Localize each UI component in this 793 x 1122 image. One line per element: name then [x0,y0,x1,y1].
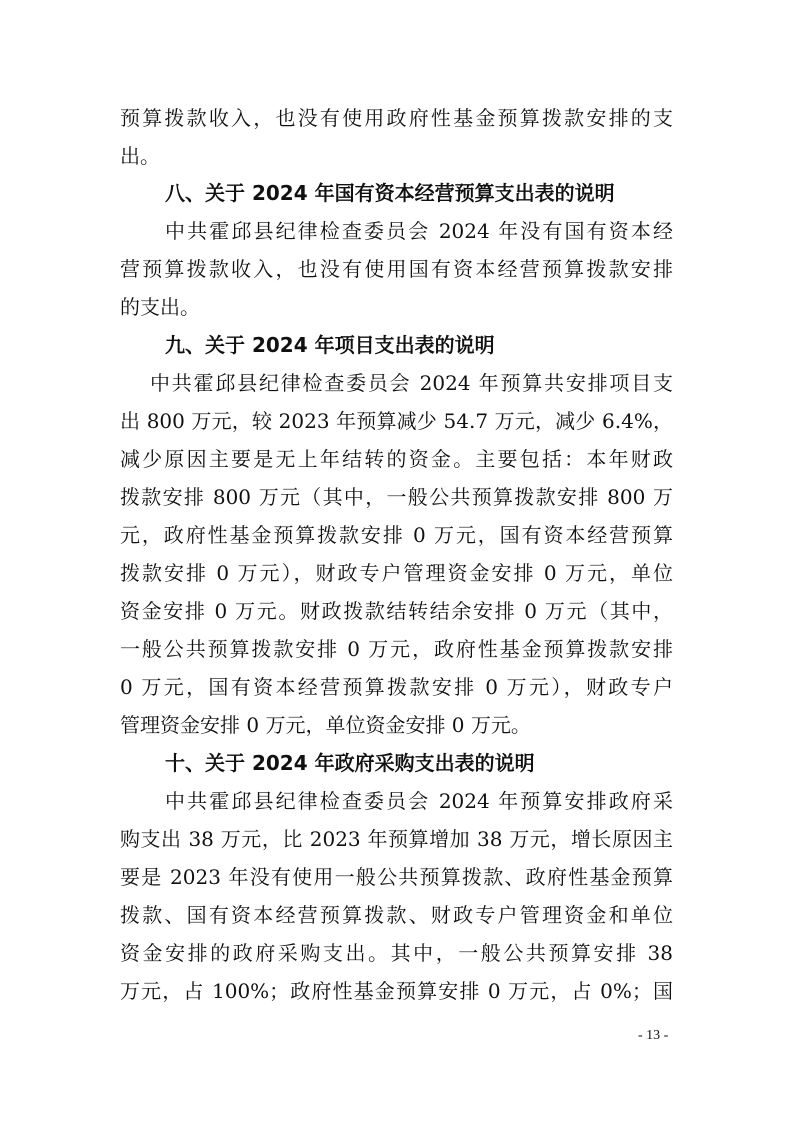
section-heading-8: 八、关于 2024 年国有资本经营预算支出表的说明 [165,181,615,205]
section-heading-10: 十、关于 2024 年政府采购支出表的说明 [165,751,535,775]
body-text-line: 中共霍邱县纪律检查委员会 2024 年预算共安排项目支 [150,371,673,395]
body-text-line: 减少原因主要是无上年结转的资金。主要包括：本年财政 [120,447,673,471]
body-text-line: 出 800 万元，较 2023 年预算减少 54.7 万元，减少 6.4%， [120,409,673,433]
body-text-line: 购支出 38 万元，比 2023 年预算增加 38 万元，增长原因主 [120,827,673,851]
body-text-line: 的支出。 [120,295,200,319]
body-text-line: 万元，占 100%；政府性基金预算安排 0 万元，占 0%；国 [120,979,673,1003]
body-text-line: 元，政府性基金预算拨款安排 0 万元，国有资本经营预算 [120,523,673,547]
body-text-line: 中共霍邱县纪律检查委员会 2024 年预算安排政府采 [165,789,673,813]
body-text-line: 拨款安排 0 万元），财政专户管理资金安排 0 万元，单位 [120,561,673,585]
body-text-line: 中共霍邱县纪律检查委员会 2024 年没有国有资本经 [165,219,673,243]
body-text-line: 出。 [120,144,160,168]
body-text-line: 资金安排的政府采购支出。其中，一般公共预算安排 38 [120,941,673,965]
body-text-line: 营预算拨款收入，也没有使用国有资本经营预算拨款安排 [120,257,673,281]
body-text-line: 拨款安排 800 万元（其中，一般公共预算拨款安排 800 万 [120,485,673,509]
body-text-line: 拨款、国有资本经营预算拨款、财政专户管理资金和单位 [120,903,673,927]
section-heading-9: 九、关于 2024 年项目支出表的说明 [165,333,495,357]
body-text-line: 预算拨款收入，也没有使用政府性基金预算拨款安排的支 [120,106,673,130]
body-text-line: 管理资金安排 0 万元，单位资金安排 0 万元。 [120,713,531,737]
body-text-line: 0 万元，国有资本经营预算拨款安排 0 万元），财政专户 [120,675,673,699]
body-text-line: 要是 2023 年没有使用一般公共预算拨款、政府性基金预算 [120,865,673,889]
page-number: - 13 - [638,1028,669,1043]
body-text-line: 资金安排 0 万元。财政拨款结转结余安排 0 万元（其中， [120,599,673,623]
body-text-line: 一般公共预算拨款安排 0 万元，政府性基金预算拨款安排 [120,637,673,661]
